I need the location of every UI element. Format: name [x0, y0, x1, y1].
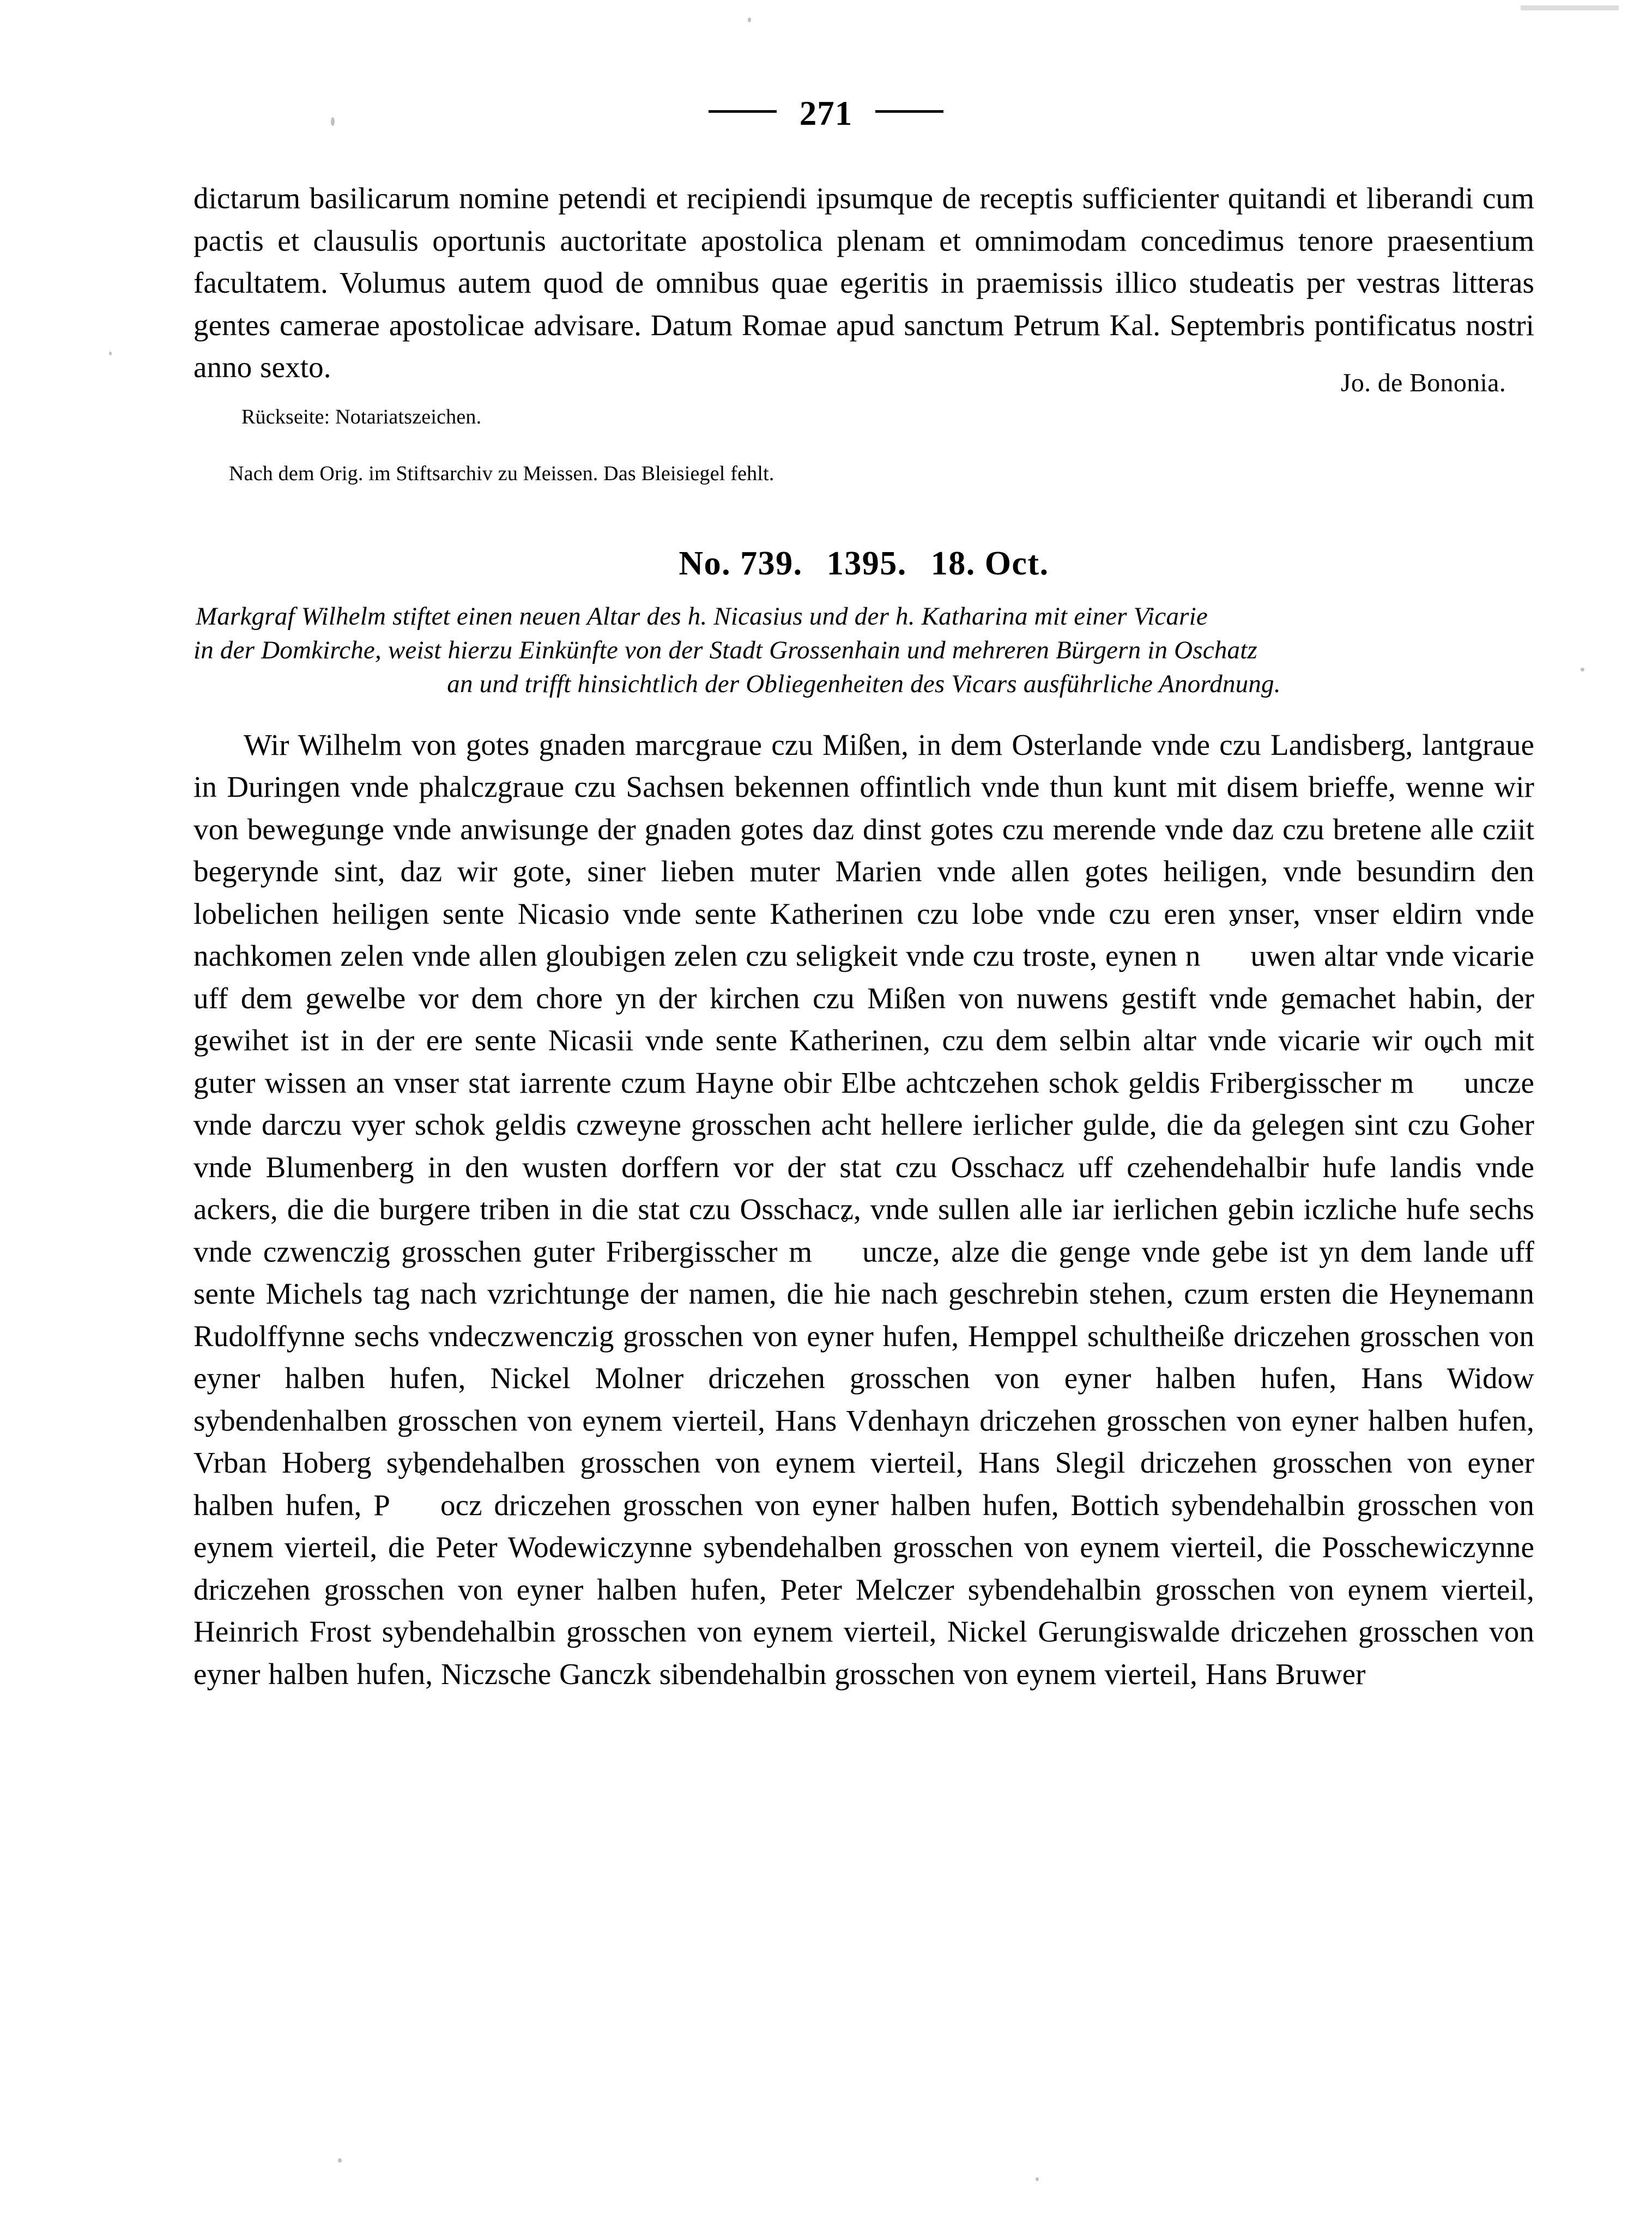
- scan-speck: [109, 352, 112, 355]
- notary-signature: Jo. de Bononia.: [1340, 368, 1506, 397]
- u-ring-diacritic: u: [1414, 1062, 1479, 1104]
- document-date: 18. Oct.: [930, 544, 1049, 582]
- regest-line-2: in der Domkirche, weist hierzu Einkünfte von der Stadt Grossenhain und mehreren Bürgern in Oschatz: [193, 635, 1257, 664]
- document-heading: [193, 544, 1534, 583]
- running-head: [0, 94, 1652, 143]
- apparatus-verso-row: [193, 368, 1534, 439]
- verso-note: Rückseite: Notariatszeichen.: [241, 405, 482, 428]
- charter-text-part-1: Wir Wilhelm von gotes gnaden marcgraue czu Mißen, in dem Osterlande vnde czu Landisberg, lantgraue in Duringen vnde phalczgraue czu Sachsen bekennen offintlich vnde thun kunt mit disem brieffe, wenne wir von bewegunge vnde anwisunge der gnaden gotes daz dinst gotes czu merende vnde daz czu bretene alle cziit begerynde sint, daz wir gote, siner lieben muter Marien vnde allen gotes heiligen, vnde besundirn den lobelichen heiligen sente Nicasio vnde sente Katherinen czu lobe vnde czu eren vnser, vnser eldirn vnde nachkomen zelen vnde allen gloubigen zelen czu seligkeit vnde czu troste, eynen n: [193, 728, 1534, 972]
- o-ring-diacritic: o: [390, 1484, 456, 1527]
- spacer: [193, 439, 1534, 459]
- regest-line-3: an und trifft hinsichtlich der Obliegenheiten des Vicars ausführliche Anordnung.: [447, 669, 1281, 698]
- charter-text-part-4: ncze, alze die genge vnde gebe ist yn dem lande uff sente Michels tag nach vzrichtunge der namen, die hie nach geschrebin stehen, czum ersten die Heynemann Rudolffynne sechs vndeczwenczig grosschen von eyner hufen, Hemppel schultheiße driczehen grosschen von eyner halben hufen, Nickel Molner driczehen grosschen von eyner halben hufen, Hans Widow sybendenhalben grosschen von eynem vierteil, Hans Vdenhayn driczehen grosschen von eyner halben hufen, Vrban Hoberg sybendehalben grosschen von eynem vierteil, Hans Slegil driczehen grosschen von eyner halben hufen, P: [193, 1234, 1534, 1522]
- page-number: 271: [799, 94, 853, 132]
- scan-speck: [1521, 5, 1619, 10]
- text-block: [193, 177, 1534, 1695]
- scan-speck: [1581, 668, 1584, 671]
- u-ring-diacritic: u: [1200, 935, 1266, 977]
- charter-text-part-2: wen altar vnde vicarie uff dem gewelbe vor dem chore yn der kirchen czu Mißen von nuwens gestift vnde gemachet habin, der gewihet ist in der ere sente Nicasii vnde sente Katherinen, czu dem selbin altar vnde vicarie wir ouch mit guter wissen an vnser stat iarrente czum Hayne obir Elbe achtczehen schok geldis Fribergisscher m: [193, 939, 1534, 1099]
- charter-text-part-3: ncze vnde darczu vyer schok geldis czweyne grosschen acht hellere ierlicher gulde, die da gelegen sint czu Goher vnde Blumenberg in den wusten dorffern vor der stat czu Osschacz uff czehendehalbir hufe landis vnde ackers, die die burgere triben in die stat czu Osschacz, vnde sullen alle iar ierlichen gebin iczliche hufe sechs vnde czwenczig grosschen guter Fribergisscher m: [193, 1065, 1534, 1268]
- scan-speck: [338, 2158, 342, 2163]
- u-ring-diacritic: u: [812, 1231, 878, 1273]
- regest-summary: [193, 600, 1534, 701]
- charter-text-part-5: cz driczehen grosschen von eyner halben hufen, Bottich sybendehalbin grosschen von eynem vierteil, die Peter Wodewiczynne sybendehalben grosschen von eynem vierteil, die Posschewiczynne driczehen grosschen von eyner halben hufen, Peter Melczer sybendehalbin grosschen von eynem vierteil, Heinrich Frost sybendehalbin grosschen von eynem vierteil, Nickel Gerungiswalde driczehen grosschen von eyner halben hufen, Niczsche Ganczk sibendehalbin grosschen von eynem vierteil, Hans Bruwer: [193, 1488, 1534, 1691]
- charter-paragraph: [193, 724, 1534, 1696]
- document-year: 1395.: [826, 544, 907, 582]
- scan-speck: [1036, 2177, 1039, 2181]
- document-number: No. 739.: [679, 544, 803, 582]
- scan-speck: [748, 17, 751, 22]
- running-head-rule-right: [875, 110, 943, 113]
- source-note: Nach dem Orig. im Stiftsarchiv zu Meissen. Das Bleisiegel fehlt.: [229, 462, 774, 485]
- regest-line-1: Markgraf Wilhelm stiftet einen neuen Altar des h. Nicasius und der h. Katharina mit einer Vicarie: [196, 602, 1208, 631]
- running-head-rule-left: [709, 110, 777, 113]
- charter-text: [193, 724, 1534, 1696]
- latin-paragraph: dictarum basilicarum nomine petendi et recipiendi ipsumque de receptis sufficienter quitandi et liberandi cum pactis et clausulis oportunis auctoritate apostolica plenam et omnimodam concedimus tenore praesentium facultatem. Volumus autem quod de omnibus quae egeritis in praemissis illico studeatis per vestras litteras gentes camerae apostolicae advisare. Datum Romae apud sanctum Petrum Kal. Septembris pontificatus nostri anno sexto.: [193, 181, 1534, 384]
